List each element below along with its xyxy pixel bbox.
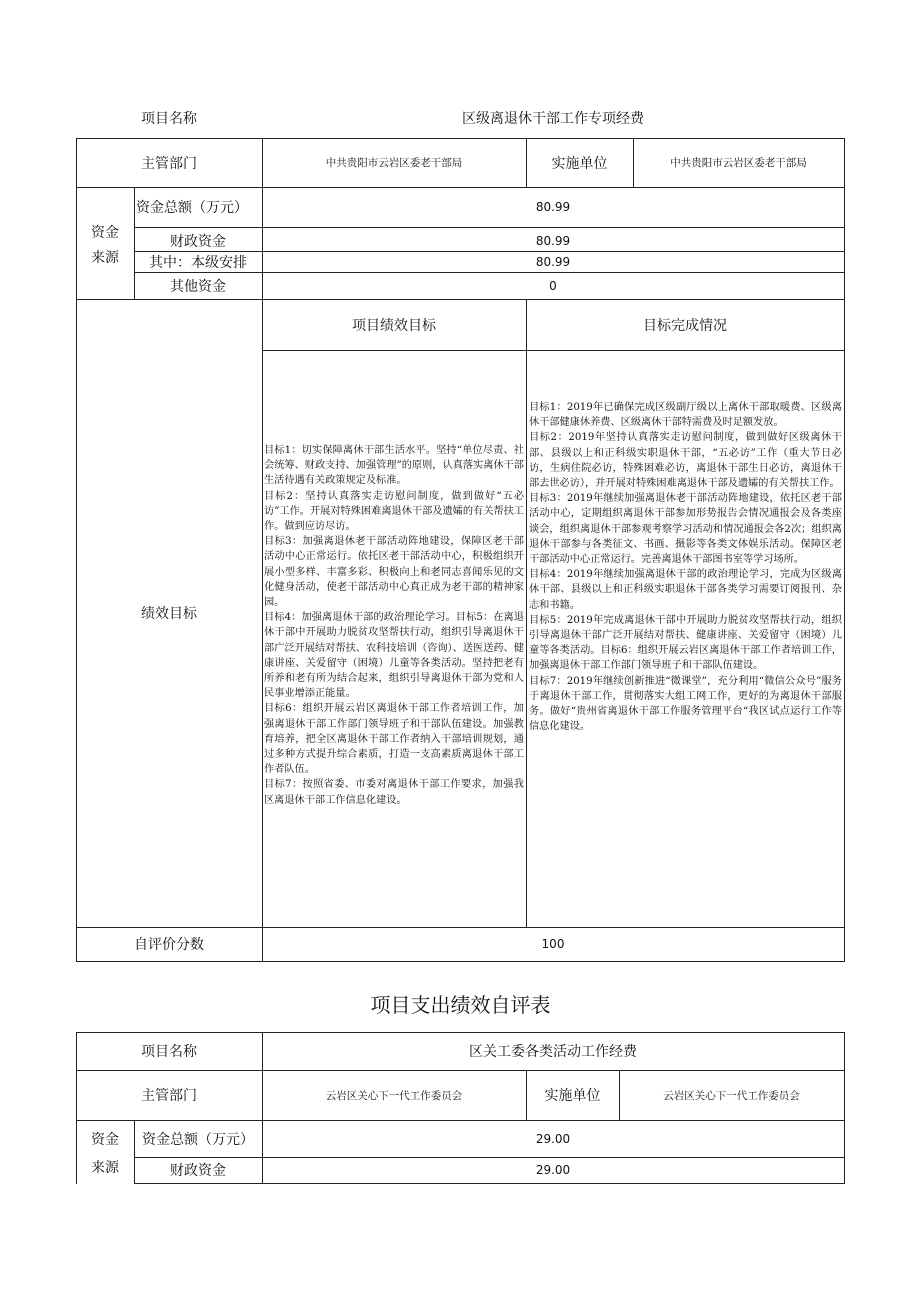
impl-value-2: 云岩区关心下一代工作委员会 xyxy=(663,1089,800,1102)
fiscal-funds-value: 80.99 xyxy=(535,234,571,248)
fiscal-funds-value-2: 29.00 xyxy=(535,1163,571,1177)
goal-paragraph: 目标3：加强离退休老干部活动阵地建设，保障区老干部活动中心正常运行。依托区老干部活动中心，积极组织开展小型多样、丰富多彩、积极向上和老同志喜闻乐见的文化健身活动，使老干部活动中心真正成为老干部的精神家园。 xyxy=(264,536,524,609)
total-funds-value-2: 29.00 xyxy=(535,1131,571,1146)
other-funds-label: 其他资金 xyxy=(170,278,226,295)
total-funds-label: 资金总额（万元） xyxy=(136,200,248,216)
funds-label-2-line2: 来源 xyxy=(91,1160,119,1176)
goal-paragraph: 目标2：坚持认真落实走访慰问制度，做到做好“五必访”工作。开展对特殊困难离退休干部及遗孀的有关帮扶工作。做到应访尽访。 xyxy=(264,490,524,533)
project-name-label-2: 项目名称 xyxy=(141,1044,197,1060)
funds-label-line2: 来源 xyxy=(91,250,119,266)
project-name-value-2: 区关工委各类活动工作经费 xyxy=(469,1044,637,1060)
dept-label-2: 主管部门 xyxy=(141,1088,197,1104)
score-value: 100 xyxy=(541,937,565,951)
goal-paragraph: 目标6：组织开展云岩区离退休干部工作者培训工作，加强离退休干部工作部门领导班子和干部队伍建设。加强教育培养，把全区离退休干部工作者纳入干部培训规划，通过多种方式提升综合素质，打造一支高素质离退休干部工作者队伍。 xyxy=(264,703,524,776)
result-header: 目标完成情况 xyxy=(643,317,727,334)
section-title: 项目支出绩效自评表 xyxy=(370,992,551,1017)
goal-header: 项目绩效目标 xyxy=(352,317,436,334)
impl-label: 实施单位 xyxy=(551,155,608,172)
impl-label-2: 实施单位 xyxy=(544,1088,601,1104)
local-funds-label: 其中：本级安排 xyxy=(149,254,247,271)
result-paragraph: 目标1：2019年已确保完成区级副厅级以上离休干部取暖费、区级离休干部健康休养费、区级离休干部特需费及时足额发放。 xyxy=(529,402,842,429)
total-funds-value: 80.99 xyxy=(535,200,571,214)
funds-label-line1: 资金 xyxy=(91,225,119,241)
total-funds-label-2: 资金总额（万元） xyxy=(142,1131,254,1148)
result-paragraph: 目标5：2019年完成离退休干部中开展助力脱贫攻坚帮扶行动，组织引导离退休干部广泛开展结对帮扶、健康讲座、关爱留守（困境）儿童等各类活动。目标6：组织开展云岩区离退休干部工作者培训工作，加强离退休干部工作部门领导班子和干部队伍建设。 xyxy=(529,614,842,672)
result-paragraph: 目标2：2019年坚持认真落实走访慰问制度，做到做好区级离休干部、县级以上和正科级实职退休干部，“五必访”工作（重大节日必访，生病住院必访，特殊困难必访，离退休干部生日必访，离退休干部去世必访），并开展对特殊困难离退休干部及遗孀的有关帮扶工作。 xyxy=(529,432,842,490)
score-label: 自评价分数 xyxy=(134,937,204,953)
goals-text xyxy=(264,443,524,808)
fiscal-funds-label: 财政资金 xyxy=(170,234,226,250)
goal-paragraph: 目标7：按照省委、市委对离退休干部工作要求，加强我区离退休干部工作信息化建设。 xyxy=(264,779,524,806)
dept-value: 中共贵阳市云岩区委老干部局 xyxy=(325,157,463,169)
other-funds-value: 0 xyxy=(549,278,557,293)
performance-goals-label: 绩效目标 xyxy=(141,606,197,622)
fiscal-funds-label-2: 财政资金 xyxy=(170,1163,226,1179)
funds-label-2-line1: 资金 xyxy=(91,1132,119,1148)
impl-value: 中共贵阳市云岩区委老干部局 xyxy=(670,157,807,169)
result-paragraph: 目标4：2019年继续加强离退休干部的政治理论学习，完成为区级离休干部、县级以上和正科级实职退休干部各类学习需要订阅报刊、杂志和书籍。 xyxy=(529,569,842,611)
local-funds-value: 80.99 xyxy=(535,254,571,269)
result-paragraph: 目标7：2019年继续创新推进“微课堂”，充分利用“微信公众号”服务于离退休干部工作，贯彻落实大组工网工作，更好的为离退休干部服务。做好“贵州省离退休干部工作服务管理平台“我区试点运行工作等信息化建设。 xyxy=(529,675,842,733)
project-name-label: 项目名称 xyxy=(141,111,197,127)
dept-label: 主管部门 xyxy=(141,155,197,172)
project-name-value: 区级离退休干部工作专项经费 xyxy=(462,111,644,127)
goal-paragraph: 目标4：加强离退休干部的政治理论学习。目标5：在离退休干部中开展助力脱贫攻坚帮扶行动，组织引导离退休干部广泛开展结对帮扶、农科技培训（咨询）、送医送药、健康讲座、关爱留守（困境）儿童等各类活动。坚持把老有所养和老有所为结合起来，组织引导离退休干部为党和人民事业增添正能量。 xyxy=(264,612,524,700)
dept-value-2: 云岩区关心下一代工作委员会 xyxy=(325,1089,463,1102)
result-paragraph: 目标3：2019年继续加强离退休老干部活动阵地建设，依托区老干部活动中心，定期组织离退休干部参加形势报告会情况通报会及各类座谈会，组织离退休干部参观考察学习活动和情况通报会各2次；组织离退休干部参与各类征文、书画、摄影等各类文体娱乐活动。保障区老干部活动中心正常运行。完善离退休干部图书室等学习场所。 xyxy=(529,493,842,566)
goal-paragraph: 目标1：切实保障离休干部生活水平。坚持“单位尽责、社会统筹、财政支持、加强管理”的原则，认真落实离休干部生活待遇有关政策规定及标准。 xyxy=(264,445,524,487)
results-text xyxy=(529,400,842,734)
